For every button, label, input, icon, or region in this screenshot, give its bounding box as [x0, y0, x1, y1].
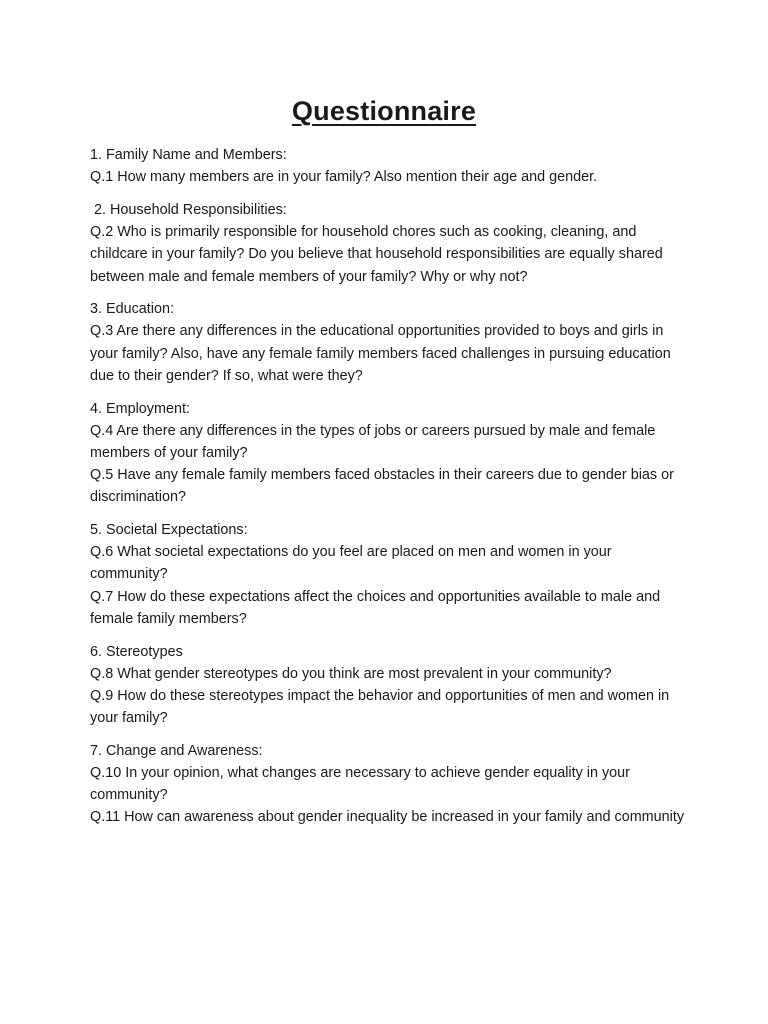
section-change-awareness [90, 740, 685, 829]
questionnaire-body [90, 144, 685, 839]
question-text: Q.1 How many members are in your family? Also mention their age and gender. [90, 169, 598, 186]
section-heading: 5. Societal Expectations: [90, 522, 248, 539]
section-education [90, 298, 685, 387]
question-text: Q.9 How do these stereotypes impact the behavior and opportunities of men and women in your family? [90, 687, 670, 727]
question-text: Q.2 Who is primarily responsible for household chores such as cooking, cleaning, and childcare in your family? Do you believe that household responsibilities are equally shared between male and female members of your family? Why or why not? [90, 224, 663, 285]
section-family [90, 144, 685, 188]
section-societal-expectations [90, 519, 685, 630]
section-heading: 4. Employment: [90, 400, 190, 417]
question-text: Q.5 Have any female family members faced obstacles in their careers due to gender bias or discrimination? [90, 467, 674, 506]
section-heading: 7. Change and Awareness: [90, 742, 263, 759]
section-heading: 2. Household Responsibilities: [94, 201, 287, 218]
section-stereotypes [90, 641, 685, 730]
page-title: Questionnaire [291, 96, 477, 126]
section-household [90, 199, 685, 288]
question-text: Q.4 Are there any differences in the types of jobs or careers pursued by male and female members of your family? [90, 422, 656, 461]
section-heading: 6. Stereotypes [90, 643, 183, 660]
section-heading: 1. Family Name and Members: [90, 147, 287, 163]
question-text: Q.10 In your opinion, what changes are necessary to achieve gender equality in your community? [90, 765, 630, 804]
question-text: Q.6 What societal expectations do you feel are placed on men and women in your community? [90, 544, 612, 583]
section-heading: 3. Education: [90, 301, 175, 318]
question-text: Q.8 What gender stereotypes do you think are most prevalent in your community? [90, 665, 612, 682]
question-text: Q.11 How can awareness about gender inequality be increased in your family and community [90, 809, 685, 826]
section-employment [90, 398, 685, 509]
question-text: Q.7 How do these expectations affect the choices and opportunities available to male and female family members? [90, 588, 661, 627]
question-text: Q.3 Are there any differences in the educational opportunities provided to boys and girls in your family? Also, have any female family members faced challenges in pursuing education due to their gender? If so, what were they? [90, 323, 671, 384]
